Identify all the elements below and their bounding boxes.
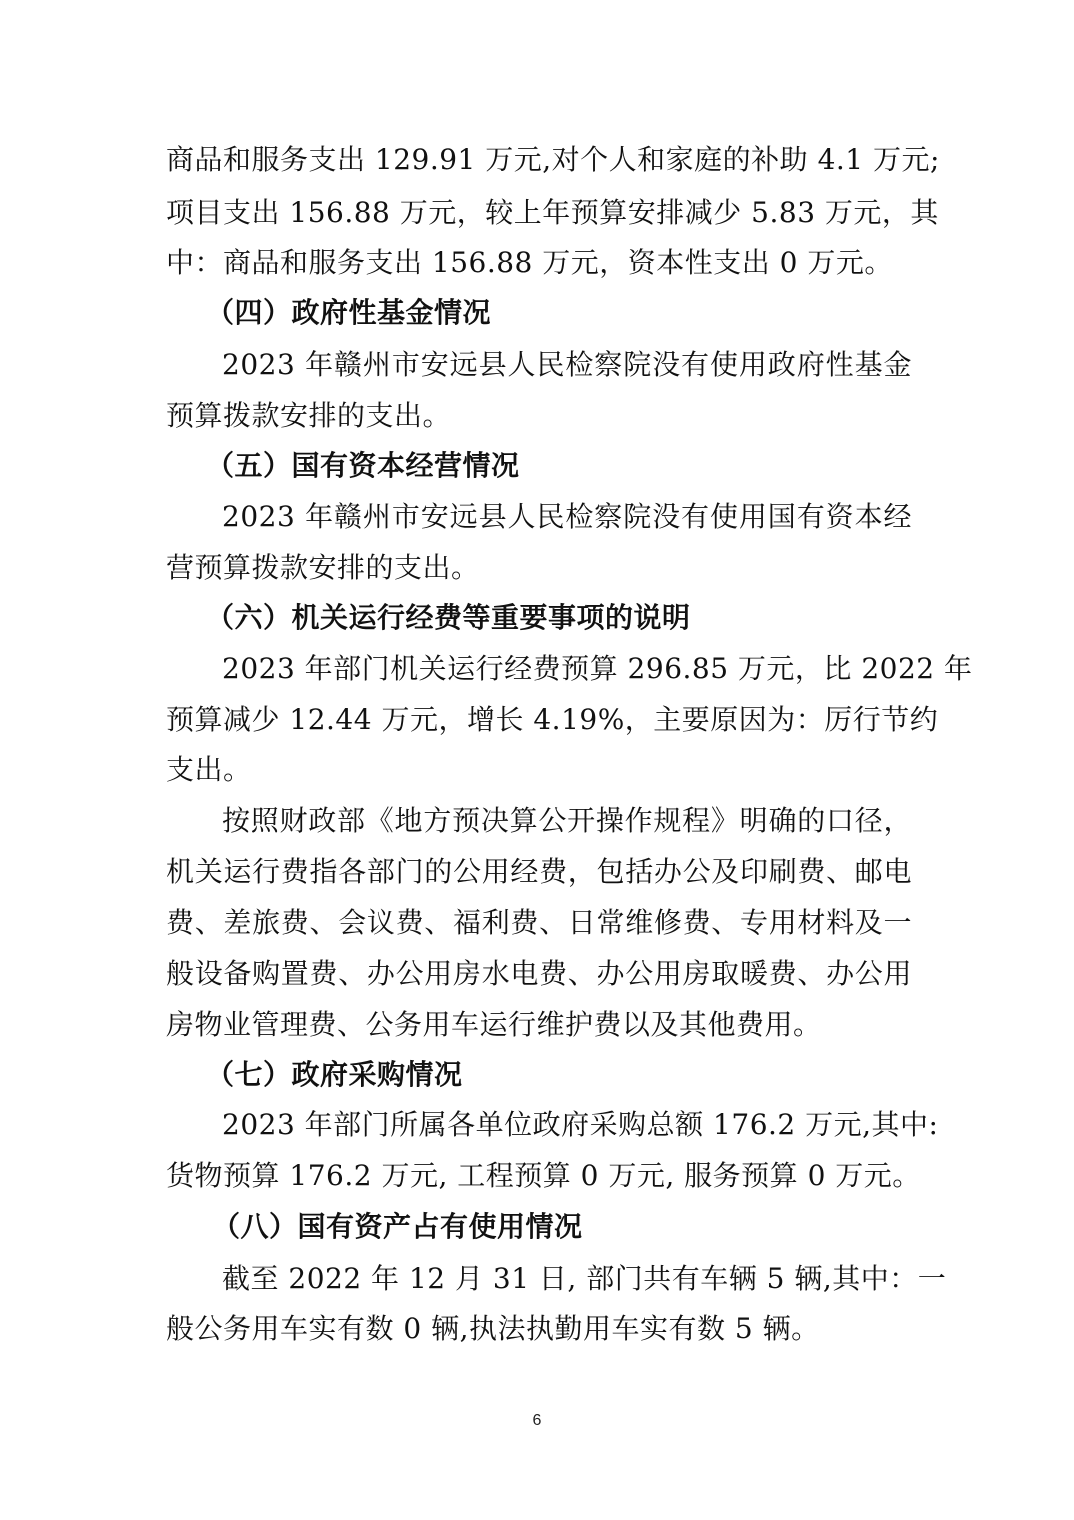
body-line: 按照财政部《地方预决算公开操作规程》明确的口径， xyxy=(222,804,912,837)
body-line: 商品和服务支出 129.91 万元,对个人和家庭的补助 4.1 万元; xyxy=(166,143,940,176)
section-heading-7: （七）政府采购情况 xyxy=(206,1058,463,1091)
body-line: 货物预算 176.2 万元, 工程预算 0 万元, 服务预算 0 万元。 xyxy=(166,1159,921,1192)
body-line: 预算减少 12.44 万元，增长 4.19%，主要原因为：厉行节约 xyxy=(166,703,939,736)
section-heading-4: （四）政府性基金情况 xyxy=(206,296,492,329)
body-line: 2023 年部门机关运行经费预算 296.85 万元，比 2022 年 xyxy=(222,652,973,685)
body-line: 机关运行费指各部门的公用经费，包括办公及印刷费、邮电 xyxy=(166,855,912,888)
body-line: 预算拨款安排的支出。 xyxy=(166,399,452,432)
body-line: 项目支出 156.88 万元，较上年预算安排减少 5.83 万元，其 xyxy=(166,196,939,229)
section-heading-8: （八）国有资产占有使用情况 xyxy=(212,1210,583,1243)
body-line: 截至 2022 年 12 月 31 日, 部门共有车辆 5 辆,其中：一 xyxy=(222,1262,947,1295)
body-line: 中：商品和服务支出 156.88 万元，资本性支出 0 万元。 xyxy=(166,246,893,279)
body-line: 费、差旅费、会议费、福利费、日常维修费、专用材料及一 xyxy=(166,906,912,939)
body-line: 般设备购置费、办公用房水电费、办公用房取暖费、办公用 xyxy=(166,957,912,990)
body-line: 2023 年部门所属各单位政府采购总额 176.2 万元,其中: xyxy=(222,1108,939,1141)
body-line: 般公务用车实有数 0 辆,执法执勤用车实有数 5 辆。 xyxy=(166,1312,820,1345)
body-line: 支出。 xyxy=(166,753,252,786)
section-heading-6: （六）机关运行经费等重要事项的说明 xyxy=(206,601,691,634)
body-line: 营预算拨款安排的支出。 xyxy=(166,551,480,584)
section-heading-5: （五）国有资本经营情况 xyxy=(206,449,520,482)
body-line: 房物业管理费、公务用车运行维护费以及其他费用。 xyxy=(166,1008,822,1041)
page-number: 6 xyxy=(532,1412,542,1429)
body-line: 2023 年赣州市安远县人民检察院没有使用国有资本经 xyxy=(222,500,912,533)
body-line: 2023 年赣州市安远县人民检察院没有使用政府性基金 xyxy=(222,348,912,381)
